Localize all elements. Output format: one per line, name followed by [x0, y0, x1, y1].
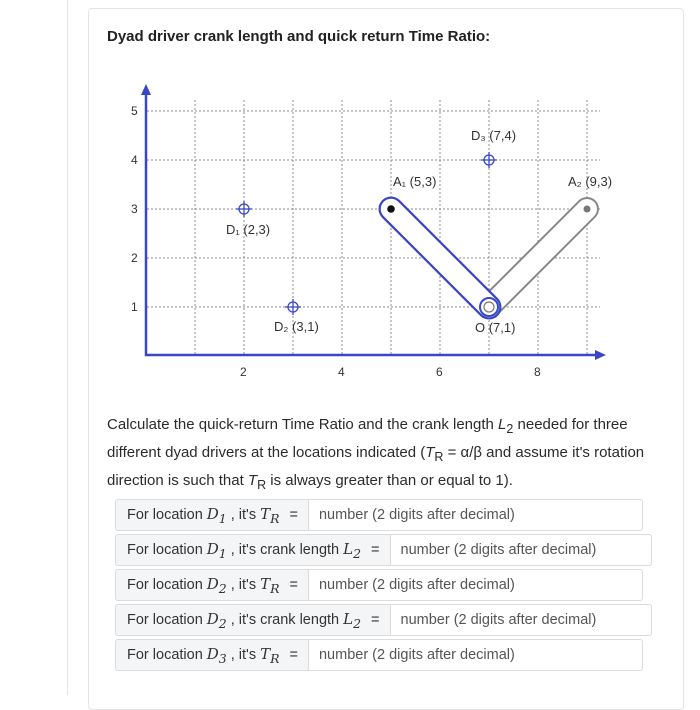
answer-label: For location $D_3$ , it's $T_R$ = — [115, 639, 308, 671]
y-tick-label: 1 — [131, 300, 138, 314]
answer-row-d2-l2 — [115, 604, 652, 636]
label-o: O (7,1) — [475, 320, 516, 335]
answer-row-d1-tr — [115, 499, 652, 531]
marker-d1-icon — [236, 201, 252, 217]
answer-label: For location $D_2$ , it's $T_R$ = — [115, 569, 308, 601]
answer-fields — [115, 499, 652, 674]
x-tick-label: 4 — [338, 365, 345, 379]
answer-row-d2-tr — [115, 569, 652, 601]
x-tick-label: 2 — [240, 365, 247, 379]
marker-d3-icon — [481, 152, 497, 168]
x-tick-label: 6 — [436, 365, 443, 379]
answer-label: For location $D_2$ , it's crank length $L_2$ = — [115, 604, 390, 636]
tr-d3-input[interactable] — [308, 639, 643, 671]
question-title: Dyad driver crank length and quick return Time Ratio: — [107, 28, 491, 45]
y-tick-label: 4 — [131, 153, 138, 167]
answer-label: For location $D_1$ , it's crank length $L_2$ = — [115, 534, 390, 566]
y-axis-arrow — [141, 84, 151, 95]
label-a2: A₂ (9,3) — [568, 174, 613, 189]
x-tick-label: 8 — [534, 365, 541, 379]
answer-label: For location $D_1$ , it's $T_R$ = — [115, 499, 308, 531]
label-d1: D₁ (2,3) — [226, 222, 271, 237]
label-d3: D₃ (7,4) — [471, 128, 517, 143]
y-tick-label: 2 — [131, 251, 138, 265]
y-tick-label: 3 — [131, 202, 138, 216]
joint-a2-icon — [584, 206, 591, 213]
tr-d1-input[interactable] — [308, 499, 643, 531]
y-tick-label: 5 — [131, 104, 138, 118]
x-axis-arrow — [595, 350, 606, 360]
label-d2: D₂ (3,1) — [274, 319, 319, 334]
l2-d2-input[interactable] — [390, 604, 652, 636]
joint-a1-icon — [387, 205, 395, 213]
grid — [147, 100, 600, 354]
label-a1: A₁ (5,3) — [393, 174, 437, 189]
tr-d2-input[interactable] — [308, 569, 643, 601]
answer-row-d3-tr — [115, 639, 652, 671]
question-text: Calculate the quick-return Time Ratio and the crank length $L_2$ needed for three different dyad drivers at the locations indicated ($T_R = \alpha/\beta$ and assume it's rotation direction is such that $T_R$ is always greater than or equal to 1). — [107, 416, 645, 492]
marker-d2-icon — [285, 299, 301, 315]
pivot-o-icon — [480, 298, 498, 316]
answer-row-d1-l2 — [115, 534, 652, 566]
l2-d1-input[interactable] — [390, 534, 652, 566]
